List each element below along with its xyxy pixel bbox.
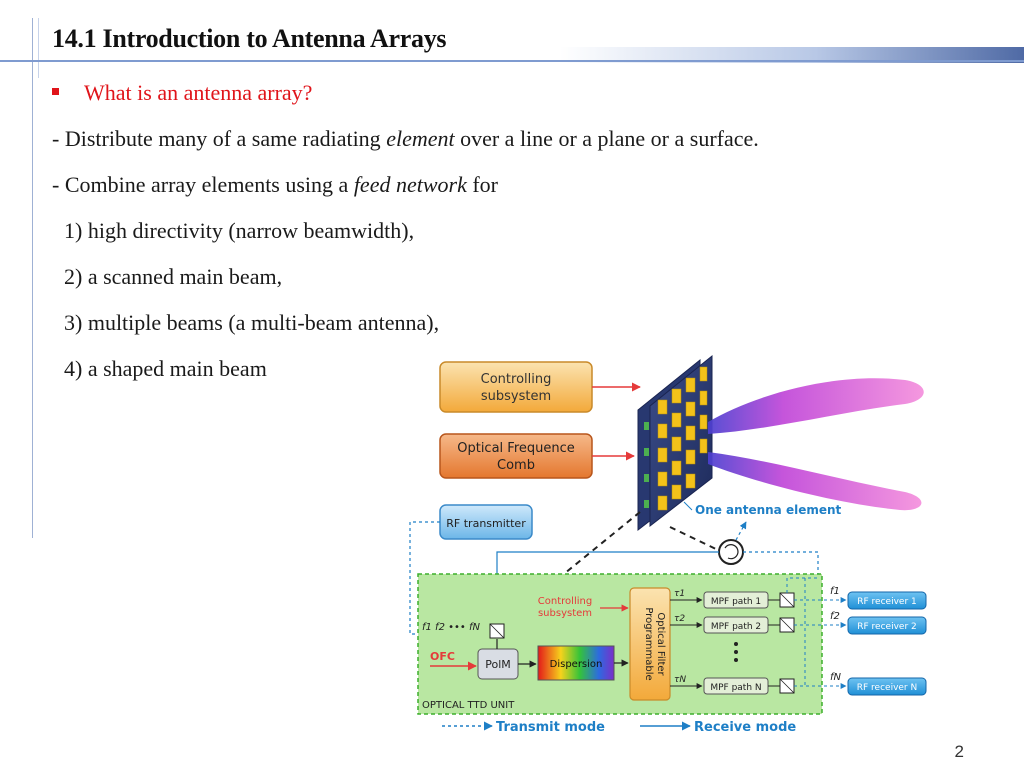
line2-emphasis: feed network [353, 172, 467, 197]
freq-list-label: f1 f2 ••• fN [422, 622, 480, 633]
title-underline [0, 60, 1024, 62]
bullet-square-icon [52, 88, 59, 95]
list-item-3: 3) multiple beams (a multi-beam antenna), [64, 310, 440, 335]
line1-emphasis: element [386, 126, 455, 151]
tau-2-label: τ2 [674, 614, 686, 624]
receive-mode-label: Receive mode [694, 720, 797, 735]
left-vertical-rule-secondary [38, 18, 39, 78]
bullet-heading: What is an antenna array? [84, 80, 313, 105]
list-item-2: 2) a scanned main beam, [64, 264, 283, 289]
ttd-unit-label: OPTICAL TTD UNIT [422, 700, 515, 711]
dispersion-box [538, 646, 614, 680]
body-line-distribute [52, 126, 759, 152]
ellipsis-dots [734, 642, 738, 662]
freq-n-label: fN [830, 672, 842, 683]
line1-prefix: - Distribute many of a same radiating [52, 126, 387, 151]
mpf-path-1-label: MPF path 1 [710, 597, 762, 607]
rf-receiver-1-label: RF receiver 1 [857, 597, 917, 607]
rf-receiver-2-label: RF receiver 2 [857, 622, 917, 632]
mode-legend [442, 720, 796, 735]
ttd-controlling-label-2: subsystem [537, 608, 593, 619]
controlling-label-1: Controlling [480, 372, 552, 387]
list-item-4: 4) a shaped main beam [64, 356, 267, 381]
dispersion-label: Dispersion [549, 659, 603, 670]
mpf-path-2-label: MPF path 2 [710, 622, 762, 632]
optical-frequency-comb-box [440, 434, 592, 478]
freq-1-label: f1 [830, 586, 840, 597]
circulator-icon [719, 540, 743, 564]
rf-receiver-n-label: RF receiver N [856, 683, 918, 693]
freq-2-label: f2 [830, 611, 840, 622]
antenna-array-diagram [400, 352, 940, 742]
one-antenna-element-label: One antenna element [695, 503, 842, 517]
list-item-1: 1) high directivity (narrow beamwidth), [64, 218, 415, 243]
line2-suffix: for [466, 172, 498, 197]
line1-suffix: over a line or a plane or a surface. [454, 126, 759, 151]
slide-title: 14.1 Introduction to Antenna Arrays [52, 24, 447, 53]
ofc-input-label: OFC [430, 650, 455, 663]
polm-label: PolM [485, 658, 511, 671]
line2-prefix: - Combine array elements using a [52, 172, 354, 197]
page-number: 2 [954, 742, 964, 761]
filter-label-1: Programmable [643, 607, 654, 681]
ttd-controlling-label-1: Controlling [537, 596, 593, 607]
mpf-path-n-label: MPF path N [710, 683, 762, 693]
body-line-combine [52, 172, 498, 198]
controlling-label-2: subsystem [480, 389, 552, 404]
tau-n-label: τN [674, 675, 687, 685]
ofc-label-2: Comb [497, 458, 535, 473]
controlling-subsystem-box [440, 362, 592, 412]
polm-box [478, 649, 518, 679]
filter-label-2: Optical Filter [655, 612, 666, 676]
ofc-label-1: Optical Frequence [457, 441, 575, 456]
rf-transmitter-box [440, 505, 532, 539]
tau-1-label: τ1 [674, 589, 686, 599]
left-vertical-rule [32, 18, 33, 538]
transmit-mode-label: Transmit mode [496, 720, 605, 735]
rf-transmitter-label: RF transmitter [446, 517, 526, 530]
radiation-beams-graphic [708, 378, 924, 510]
programmable-optical-filter-box [630, 588, 670, 700]
